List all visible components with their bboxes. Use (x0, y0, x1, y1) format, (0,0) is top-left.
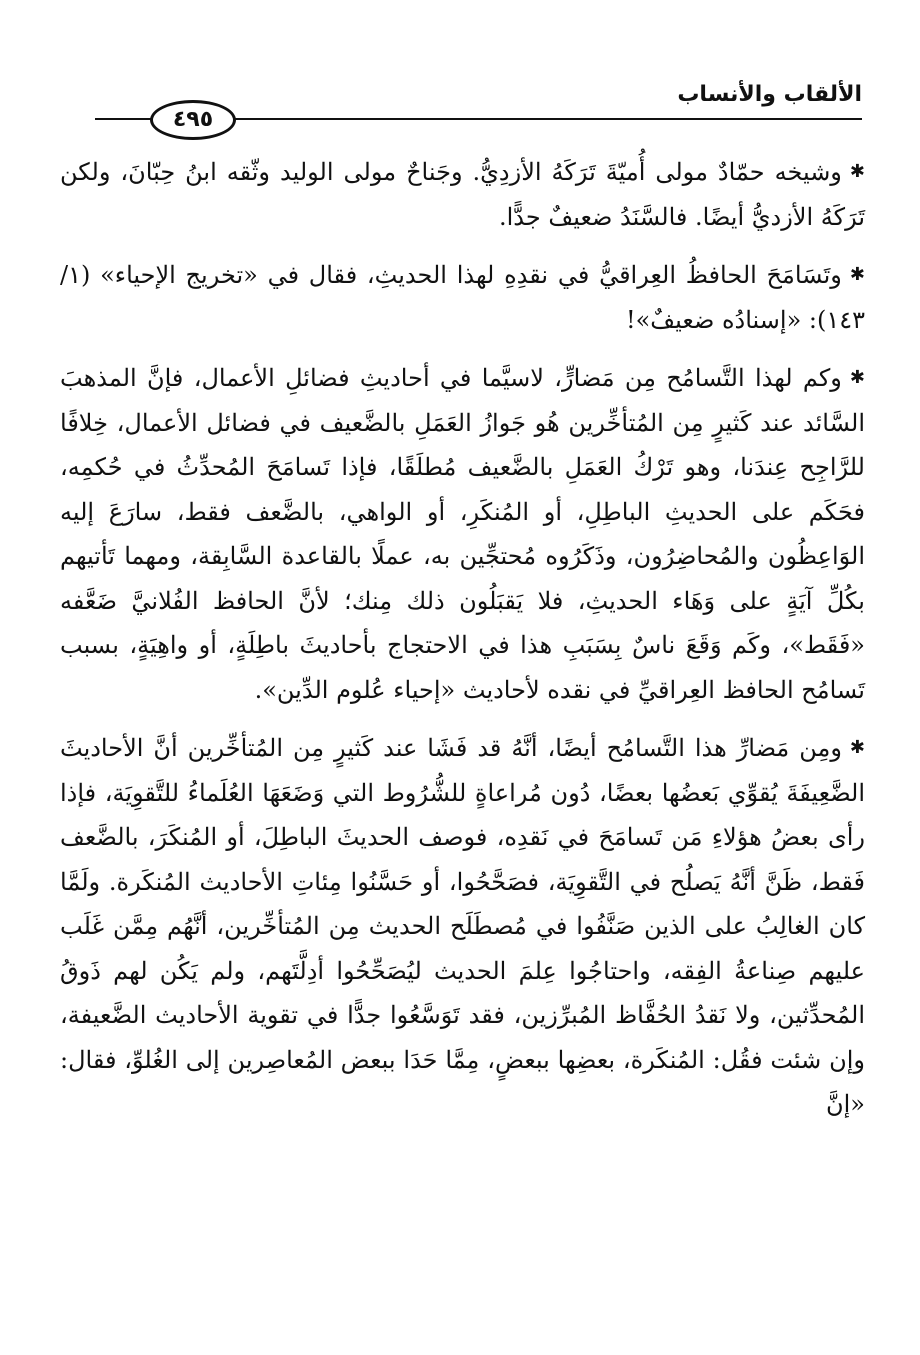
paragraph-text: وشيخه حمّادٌ مولى أُميّةَ تَرَكَهُ الأزدِيُّ. وجَناحٌ مولى الوليد وثّقه ابنُ حِبّانَ، ولكن تَرَكَهُ الأزديُّ أيضًا. فالسَّنَدُ ضعيفٌ جدًّا. (60, 158, 865, 231)
star-bullet-icon: ✱ (849, 737, 865, 758)
paragraph (60, 150, 865, 239)
paragraph (60, 726, 865, 1127)
star-bullet-icon: ✱ (849, 161, 865, 182)
page-header (95, 78, 862, 138)
paragraph-text: وكم لهذا التَّسامُح مِن مَضارٍّ، لاسيَّما في أحاديثِ فضائلِ الأعمال، فإنَّ المذهبَ السَّائد عند كَثيرٍ مِن المُتأخِّرين هُو جَوازُ العَمَلِ بالضَّعيف في فضائل الأعمال، خِلافًا للرَّاجِح عِندَنا، وهو تَرْكُ العَمَلِ بالضَّعيف مُطلَقًا، فإذا تَسامَحَ المُحدِّثُ في حُكمِه، فحَكَم على الحديثِ الباطِلِ، أو المُنكَرِ، أو الواهي، بالضَّعف فقط، سارَعَ إليه الوَاعِظُون والمُحاضِرُون، وذَكَرُوه مُحتجِّين به، عملًا بالقاعدة السَّابِقة، ومهما تَأتيهم بكُلِّ آيَةٍ على وَهَاء الحديثِ، فلا يَقبَلُون ذلك مِنك؛ لأنَّ الحافظ الفُلانيَّ ضَعَّفه «فَقَط»، وكَم وَقَعَ ناسٌ بِسَبَبِ هذا في الاحتجاج بأحاديثَ باطِلَةٍ، أو واهِيَةٍ، بسبب تَسامُح الحافظ العِراقيِّ في نقده لأحاديث «إحياء عُلوم الدِّين». (60, 364, 865, 704)
paragraph-text: ومِن مَضارِّ هذا التَّسامُح أيضًا، أنَّهُ قد فَشَا عند كَثيرٍ مِن المُتأخِّرين أنَّ الأحاديثَ الضَّعِيفَةَ يُقوِّي بَعضُها بعضًا، دُون مُراعاةٍ للشُّرُوط التي وَضَعَهَا العُلَماءُ للتَّقوِيَة، فإذا رأى بعضُ هؤلاءِ مَن تَسامَحَ في نَقدِه، فوصف الحديثَ الباطِلَ، أو المُنكَرَ، بالضَّعف فَقط، ظَنَّ أنَّهُ يَصلُح في التَّقوِيَة، فصَحَّحُوا، أو حَسَّنُوا مِئاتِ الأحاديث المُنكَرة. ولَمَّا كان الغالِبُ على الذين صَنَّفُوا في مُصطَلَح الحديث مِن المُتأخِّرين، أنَّهُم مِمَّن غَلَب عليهم صِناعةُ الفِقه، واحتاجُوا عِلمَ الحديث ليُصَحِّحُوا أدِلَّتَهم، ولم يَكُن لهم ذَوقُ المُحدِّثين، ولا نَقدُ الحُفَّاظ المُبرِّزين، فقد تَوَسَّعُوا جدًّا في تقوية الأحاديث الضَّعيفة، وإن شئت فقُل: المُنكَرة، بعضِها ببعضٍ، مِمَّا حَدَا ببعض المُعاصِرين إلى الغُلوِّ، فقال: «إنَّ (60, 734, 865, 1118)
paragraph (60, 253, 865, 342)
page-number: ٤٩٥ (150, 100, 236, 140)
page-body (60, 150, 865, 1335)
book-title: الألقاب والأنساب (677, 82, 862, 107)
star-bullet-icon: ✱ (849, 367, 865, 388)
paragraph-text: وتَسَامَحَ الحافظُ العِراقيُّ في نقدِهِ لهذا الحديثِ، فقال في «تخريج الإحياء» (١/ ١٤٣): «إسنادُه ضعيفٌ»! (60, 261, 865, 334)
star-bullet-icon: ✱ (849, 264, 865, 285)
paragraph (60, 356, 865, 712)
